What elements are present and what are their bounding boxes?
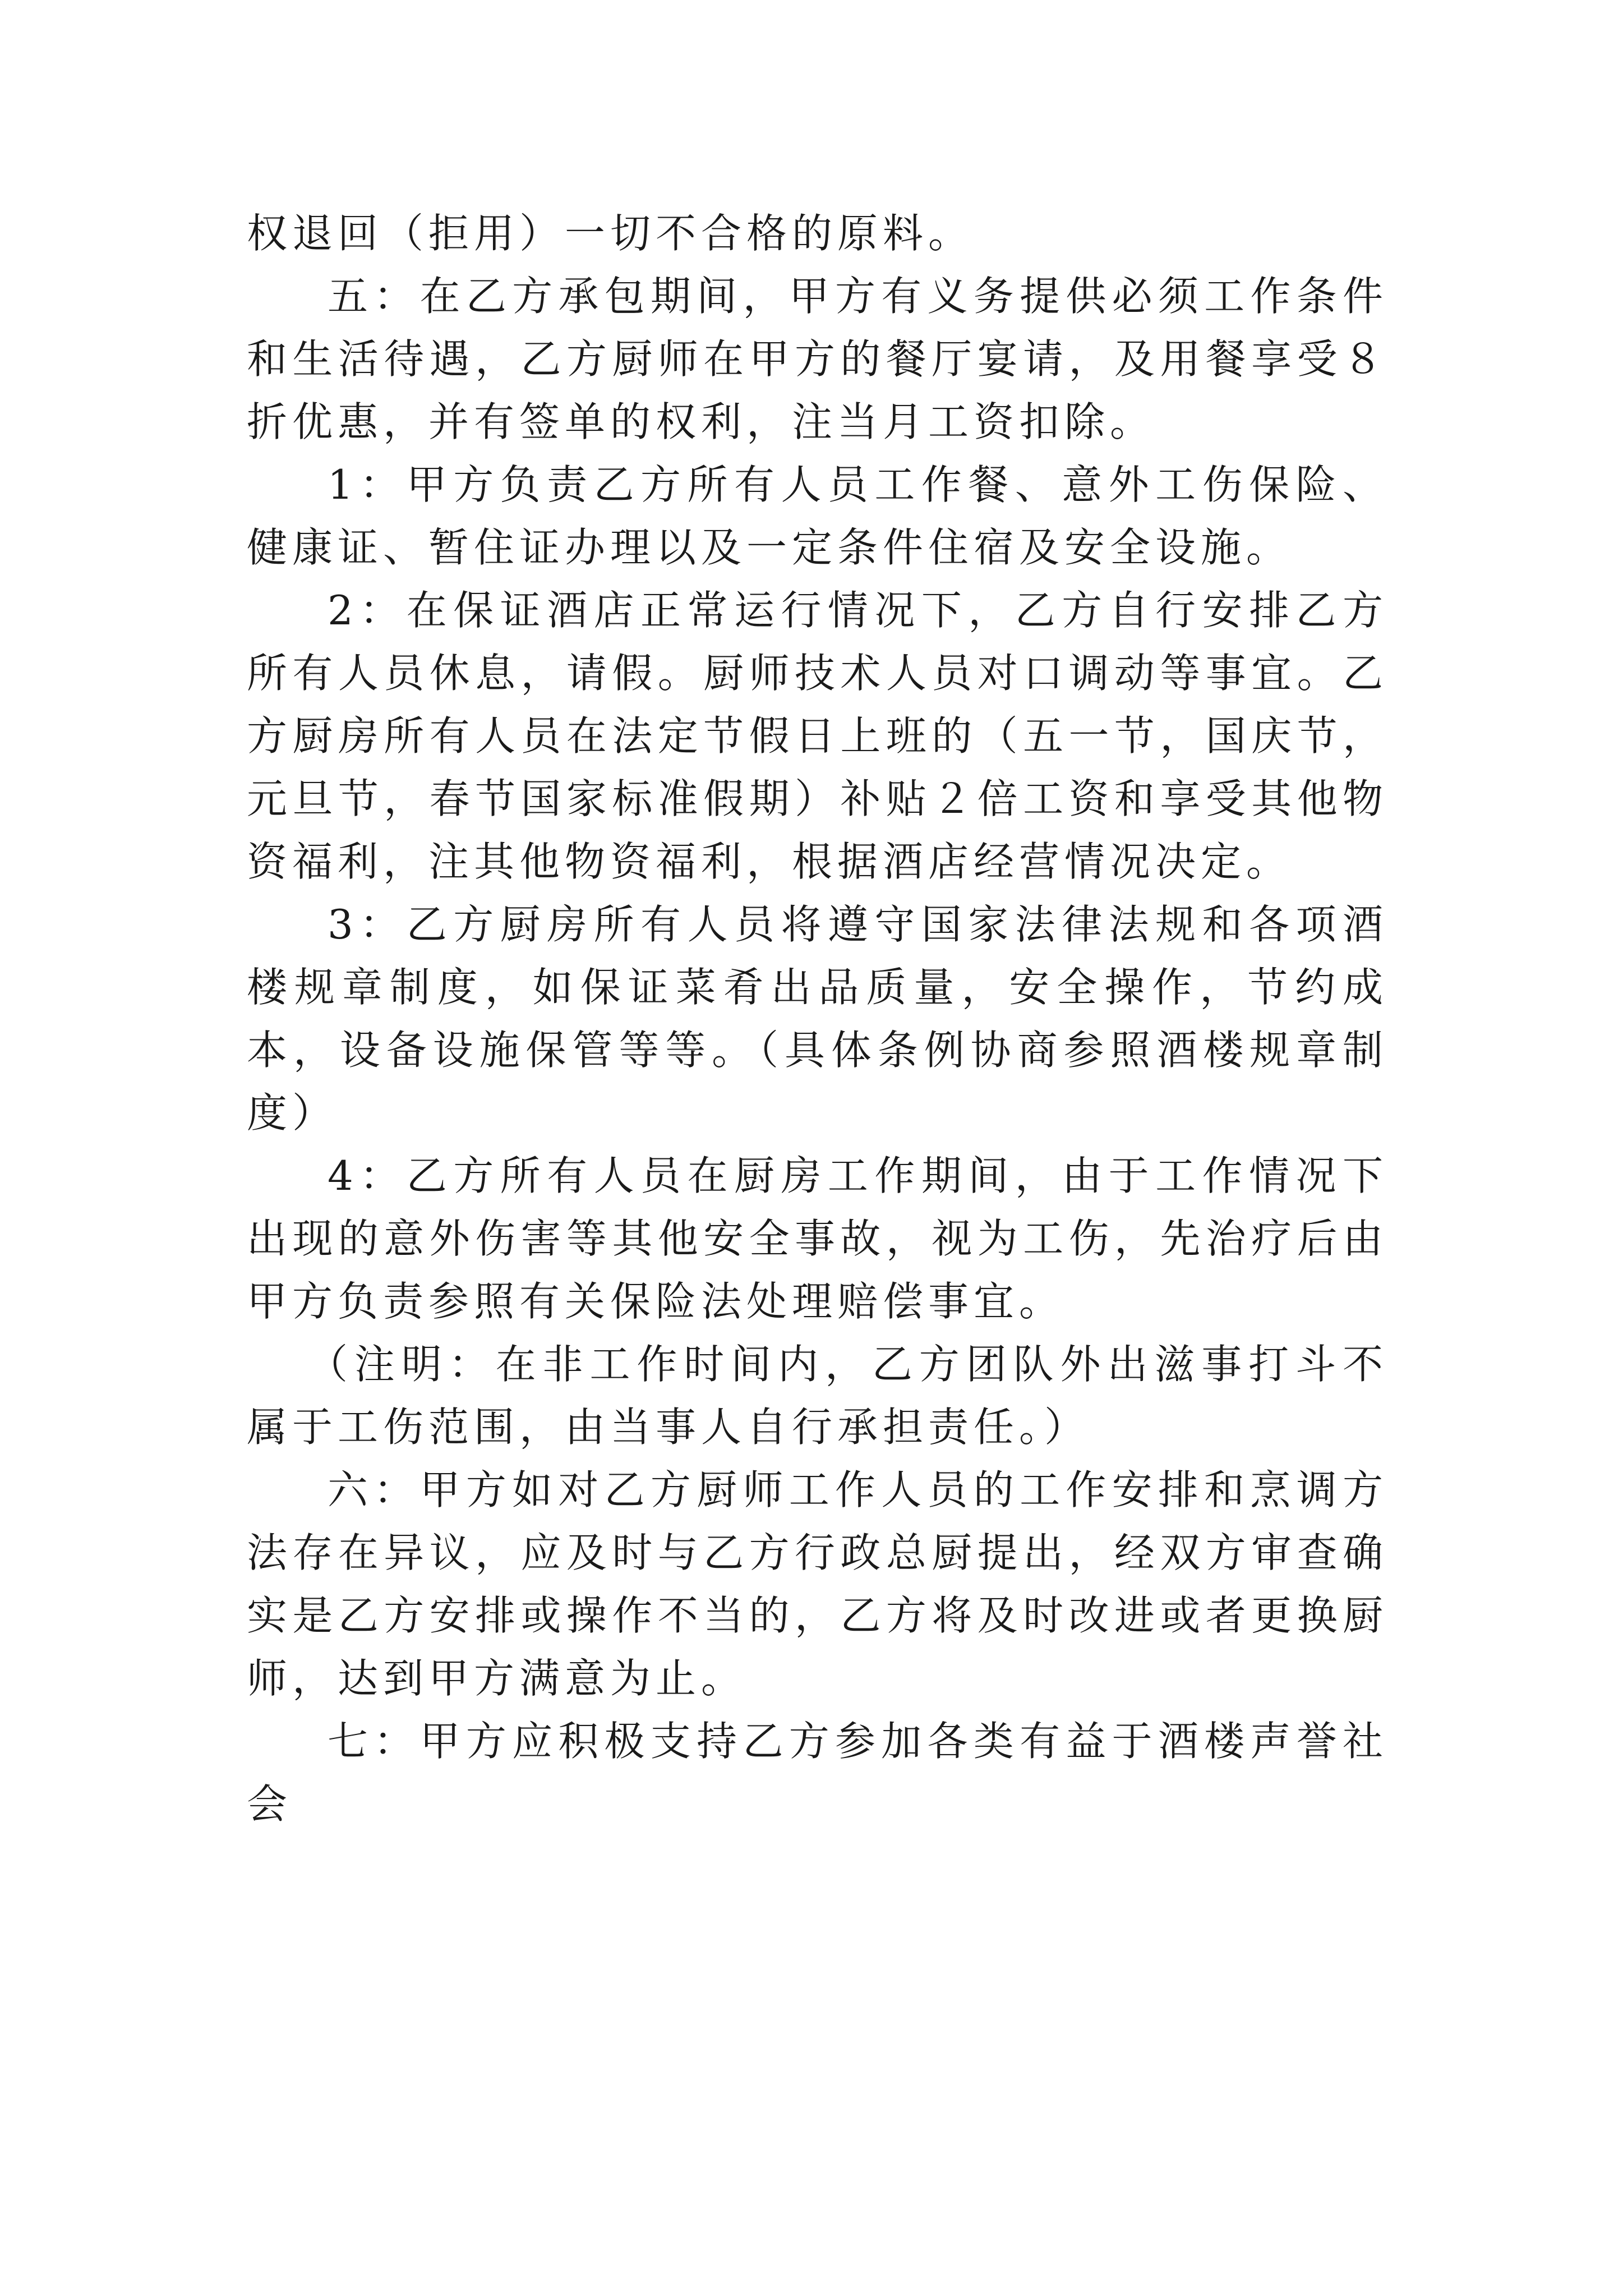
document-body <box>247 202 1388 1835</box>
paragraph-item-3: 3：乙方厨房所有人员将遵守国家法律法规和各项酒楼规章制度，如保证菜肴出品质量，安全操作，节约成本，设备设施保管等等。（具体条例协商参照酒楼规章制度） <box>247 901 1388 1137</box>
paragraph-item-2: 2：在保证酒店正常运行情况下，乙方自行安排乙方所有人员休息，请假。厨师技术人员对口调动等事宜。乙方厨房所有人员在法定节假日上班的（五一节，国庆节，元旦节，春节国家标准假期）补贴２倍工资和享受其他物资福利，注其他物资福利，根据酒店经营情况决定。 <box>247 587 1388 885</box>
paragraph-item-4: 4：乙方所有人员在厨房工作期间，由于工作情况下出现的意外伤害等其他安全事故，视为工伤，先治疗后由甲方负责参照有关保险法处理赔偿事宜。 <box>247 1152 1388 1325</box>
paragraph-raw-material-return: 权退回（拒用）一切不合格的原料。 <box>247 210 974 257</box>
paragraph-clause-five: 五：在乙方承包期间，甲方有义务提供必须工作条件和生活待遇，乙方厨师在甲方的餐厅宴请，及用餐享受８折优惠，并有签单的权利，注当月工资扣除。 <box>247 273 1388 445</box>
paragraph-item-1: 1：甲方负责乙方所有人员工作餐、意外工伤保险、健康证、暂住证办理以及一定条件住宿及安全设施。 <box>247 461 1388 571</box>
paragraph-clause-seven: 七：甲方应积极支持乙方参加各类有益于酒楼声誉社会 <box>247 1718 1388 1828</box>
paragraph-note: （注明：在非工作时间内，乙方团队外出滋事打斗不属于工伤范围，由当事人自行承担责任。） <box>247 1341 1388 1451</box>
paragraph-clause-six: 六：甲方如对乙方厨师工作人员的工作安排和烹调方法存在异议，应及时与乙方行政总厨提出，经双方审查确实是乙方安排或操作不当的，乙方将及时改进或者更换厨师，达到甲方满意为止。 <box>247 1466 1388 1702</box>
